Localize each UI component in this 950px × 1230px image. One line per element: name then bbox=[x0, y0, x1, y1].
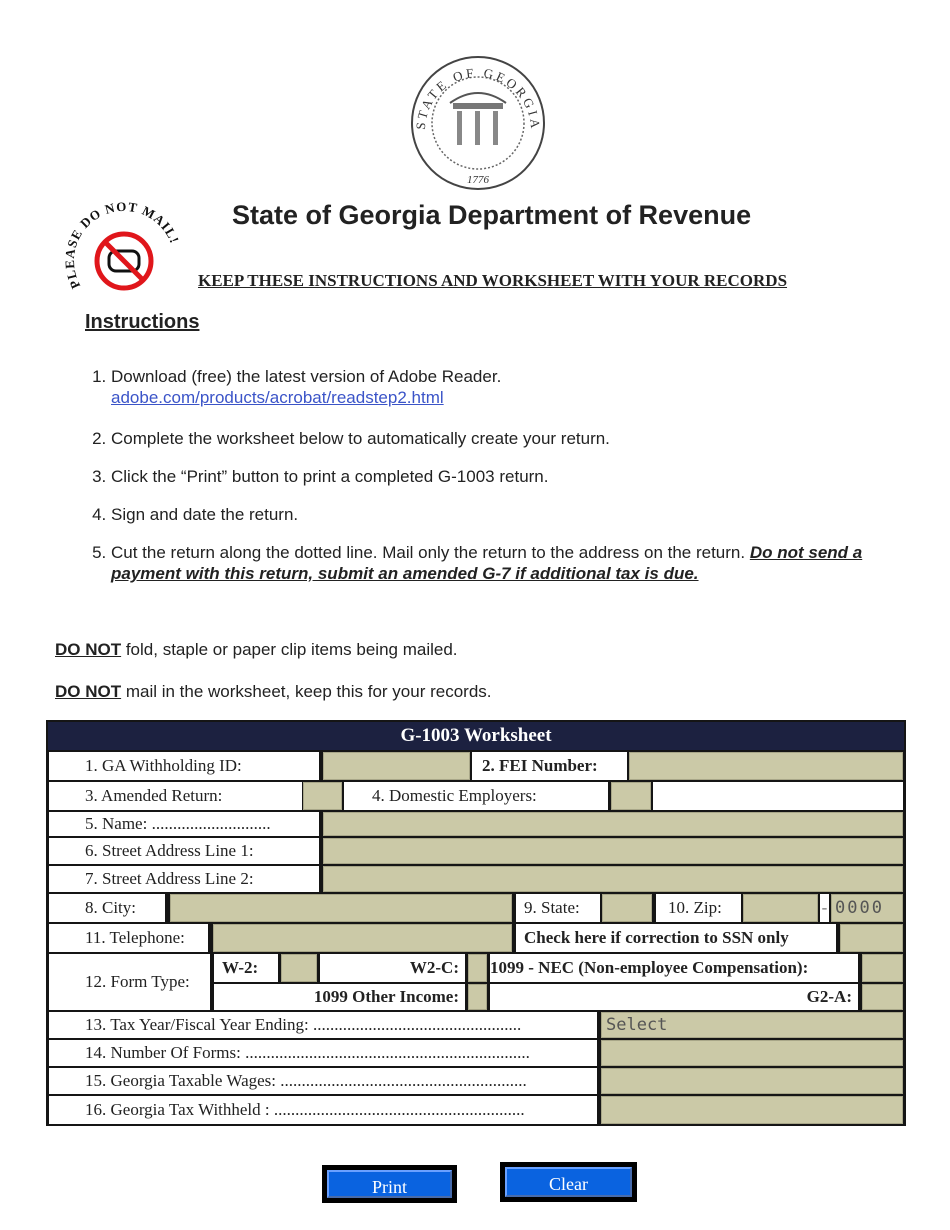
page-title: State of Georgia Department of Revenue bbox=[232, 200, 752, 230]
domestic-employers-checkbox[interactable] bbox=[611, 782, 651, 810]
svg-text:PLEASE DO NOT MAIL!: PLEASE DO NOT MAIL! bbox=[62, 198, 183, 292]
please-do-not-mail-stamp bbox=[62, 195, 187, 307]
telephone-input[interactable] bbox=[213, 924, 512, 952]
list-item: 3. Click the “Print” button to print a completed G-1003 return. bbox=[111, 466, 931, 487]
list-item bbox=[111, 366, 931, 408]
number-of-forms-label: 14. Number Of Forms: ................................................................... bbox=[49, 1040, 597, 1066]
w2c-checkbox[interactable] bbox=[468, 954, 487, 982]
note-worksheet bbox=[55, 682, 492, 702]
svg-text:1776: 1776 bbox=[467, 174, 489, 186]
street-address-1-input[interactable] bbox=[323, 838, 903, 864]
georgia-state-seal bbox=[405, 55, 551, 191]
street-address-2-label: 7. Street Address Line 2: bbox=[49, 866, 319, 892]
w2-checkbox[interactable] bbox=[281, 954, 317, 982]
note-bold: DO NOT bbox=[55, 682, 122, 701]
tax-year-select[interactable]: Select bbox=[601, 1012, 903, 1038]
list-item: 4. Sign and date the return. bbox=[111, 504, 931, 525]
city-label: 8. City: bbox=[49, 894, 165, 922]
1099-other-income-checkbox[interactable] bbox=[468, 984, 487, 1010]
list-item: 2. Complete the worksheet below to automatically create your return. bbox=[111, 428, 931, 449]
nec-checkbox[interactable] bbox=[862, 954, 903, 982]
ga-withholding-id-input[interactable] bbox=[323, 752, 470, 780]
w2c-label: W2-C: bbox=[320, 954, 465, 982]
clear-button-label: Clear bbox=[505, 1167, 632, 1197]
ssn-correction-checkbox[interactable] bbox=[840, 924, 903, 952]
street-address-2-input[interactable] bbox=[323, 866, 903, 892]
name-input[interactable] bbox=[323, 812, 903, 836]
g1003-worksheet bbox=[46, 720, 906, 1126]
fei-number-label: 2. FEI Number: bbox=[472, 752, 627, 780]
blank-cell bbox=[653, 782, 903, 810]
print-button-label: Print bbox=[327, 1170, 452, 1198]
print-button[interactable] bbox=[322, 1165, 457, 1203]
zip-dash: - bbox=[820, 894, 829, 922]
w2-label: W-2: bbox=[214, 954, 278, 982]
number-of-forms-input[interactable] bbox=[601, 1040, 903, 1066]
instructions-heading: Instructions bbox=[85, 311, 200, 333]
zip-label: 10. Zip: bbox=[656, 894, 741, 922]
step-text: Cut the return along the dotted line. Mail only the return to the address on the return. bbox=[111, 543, 750, 562]
instructions-list bbox=[75, 366, 931, 601]
nec-label: 1099 - NEC (Non-employee Compensation): bbox=[490, 954, 858, 982]
telephone-label: 11. Telephone: bbox=[49, 924, 208, 952]
state-input[interactable] bbox=[602, 894, 652, 922]
tax-withheld-input[interactable] bbox=[601, 1096, 903, 1124]
note-text: mail in the worksheet, keep this for your records. bbox=[121, 682, 492, 701]
g2a-checkbox[interactable] bbox=[862, 984, 903, 1010]
street-address-1-label: 6. Street Address Line 1: bbox=[49, 838, 319, 864]
zip-input[interactable] bbox=[743, 894, 818, 922]
adobe-reader-link[interactable]: adobe.com/products/acrobat/readstep2.html bbox=[111, 388, 444, 407]
note-bold: DO NOT bbox=[55, 640, 122, 659]
taxable-wages-input[interactable] bbox=[601, 1068, 903, 1094]
note-fold bbox=[55, 640, 458, 660]
city-input[interactable] bbox=[170, 894, 512, 922]
zip-extension-input[interactable]: 0000 bbox=[831, 894, 903, 922]
ga-withholding-id-label: 1. GA Withholding ID: bbox=[49, 752, 319, 780]
worksheet-title: G-1003 Worksheet bbox=[48, 722, 904, 750]
taxable-wages-label: 15. Georgia Taxable Wages: .......................................................... bbox=[49, 1068, 597, 1094]
fei-number-input[interactable] bbox=[629, 752, 903, 780]
domestic-employers-label: 4. Domestic Employers: bbox=[344, 782, 608, 810]
1099-other-income-label: 1099 Other Income: bbox=[214, 984, 465, 1010]
g2a-label: G2-A: bbox=[490, 984, 858, 1010]
keep-records-notice: KEEP THESE INSTRUCTIONS AND WORKSHEET WITH YOUR RECORDS bbox=[198, 271, 788, 290]
payment-warning: Do not send a payment with this return, submit an amended G-7 if additional tax is due. bbox=[111, 543, 863, 583]
state-label: 9. State: bbox=[516, 894, 600, 922]
form-type-label: 12. Form Type: bbox=[49, 954, 210, 1010]
ssn-correction-label: Check here if correction to SSN only bbox=[516, 924, 836, 952]
amended-return-checkbox[interactable] bbox=[303, 782, 342, 810]
amended-return-label: 3. Amended Return: bbox=[49, 782, 302, 810]
svg-text:STATE OF GEORGIA: STATE OF GEORGIA bbox=[412, 64, 544, 132]
step-text: Download (free) the latest version of Adobe Reader. bbox=[111, 367, 502, 386]
tax-withheld-label: 16. Georgia Tax Withheld : ........................................................... bbox=[49, 1096, 597, 1124]
note-text: fold, staple or paper clip items being mailed. bbox=[121, 640, 458, 659]
tax-year-label: 13. Tax Year/Fiscal Year Ending: ................................................. bbox=[49, 1012, 597, 1038]
name-label: 5. Name: ............................ bbox=[49, 812, 319, 836]
list-item bbox=[111, 542, 931, 584]
clear-button[interactable] bbox=[500, 1162, 637, 1202]
